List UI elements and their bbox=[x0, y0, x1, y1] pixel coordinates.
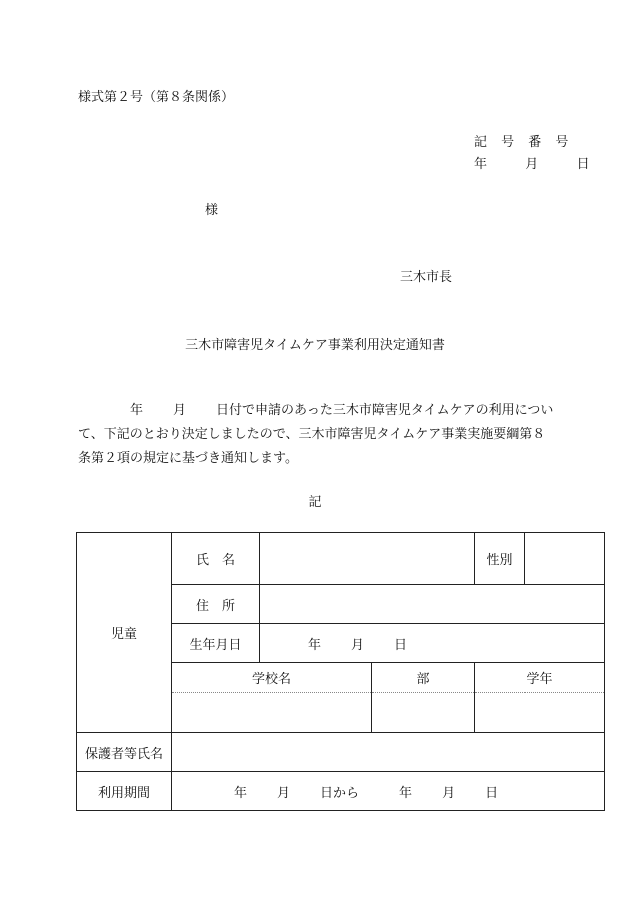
body-text: 日付で申請のあった三木市障害児タイムケアの利用について、下記のとおり決定しましたので、三木市障害児タイムケア事業実施要綱第８条第２項の規定に基づき通知します。 bbox=[78, 403, 554, 466]
birthdate-field[interactable] bbox=[260, 624, 605, 663]
period-to-year: 年 bbox=[399, 785, 413, 801]
sex-field[interactable] bbox=[525, 533, 605, 585]
document-title: 三木市障害児タイムケア事業利用決定通知書 bbox=[185, 338, 445, 353]
period-to-day: 日 bbox=[485, 785, 499, 801]
school-name-field[interactable] bbox=[172, 693, 372, 733]
ki-heading: 記 bbox=[308, 495, 322, 510]
grade-field[interactable] bbox=[475, 693, 605, 733]
child-section-label: 児童 bbox=[77, 533, 172, 733]
department-field[interactable] bbox=[372, 693, 475, 733]
addressee-suffix: 様 bbox=[205, 203, 219, 218]
grade-label: 学年 bbox=[475, 663, 605, 693]
form-number-label: 様式第２号（第８条関係） bbox=[78, 90, 235, 105]
name-field[interactable] bbox=[260, 533, 475, 585]
issue-date-year: 年 bbox=[474, 157, 488, 172]
guardian-name-field[interactable] bbox=[172, 733, 605, 772]
period-from-month: 月 bbox=[277, 785, 291, 801]
birthdate-year: 年 bbox=[308, 637, 322, 653]
birthdate-month: 月 bbox=[351, 637, 365, 653]
usage-period-label: 利用期間 bbox=[77, 772, 172, 811]
address-label: 住 所 bbox=[172, 585, 260, 624]
notice-body bbox=[78, 399, 556, 471]
issue-date-line bbox=[474, 153, 590, 172]
issue-date-month: 月 bbox=[525, 157, 539, 172]
record-number-label: 記 号 番 号 bbox=[474, 135, 569, 150]
body-year: 年 bbox=[130, 403, 144, 418]
period-to-month: 月 bbox=[442, 785, 456, 801]
period-from-day: 日から bbox=[320, 785, 360, 801]
issuer-name: 三木市長 bbox=[400, 270, 453, 285]
issue-date-day: 日 bbox=[576, 157, 590, 172]
school-name-label: 学校名 bbox=[172, 663, 372, 693]
period-from-year: 年 bbox=[234, 785, 248, 801]
body-month: 月 bbox=[173, 403, 187, 418]
birthdate-day: 日 bbox=[394, 637, 408, 653]
sex-label: 性別 bbox=[475, 533, 525, 585]
address-field[interactable] bbox=[260, 585, 605, 624]
birthdate-label: 生年月日 bbox=[172, 624, 260, 663]
department-label: 部 bbox=[372, 663, 475, 693]
guardian-name-label: 保護者等氏名 bbox=[77, 733, 172, 772]
name-label: 氏 名 bbox=[172, 533, 260, 585]
details-table bbox=[76, 532, 605, 811]
usage-period-field[interactable] bbox=[172, 772, 605, 811]
